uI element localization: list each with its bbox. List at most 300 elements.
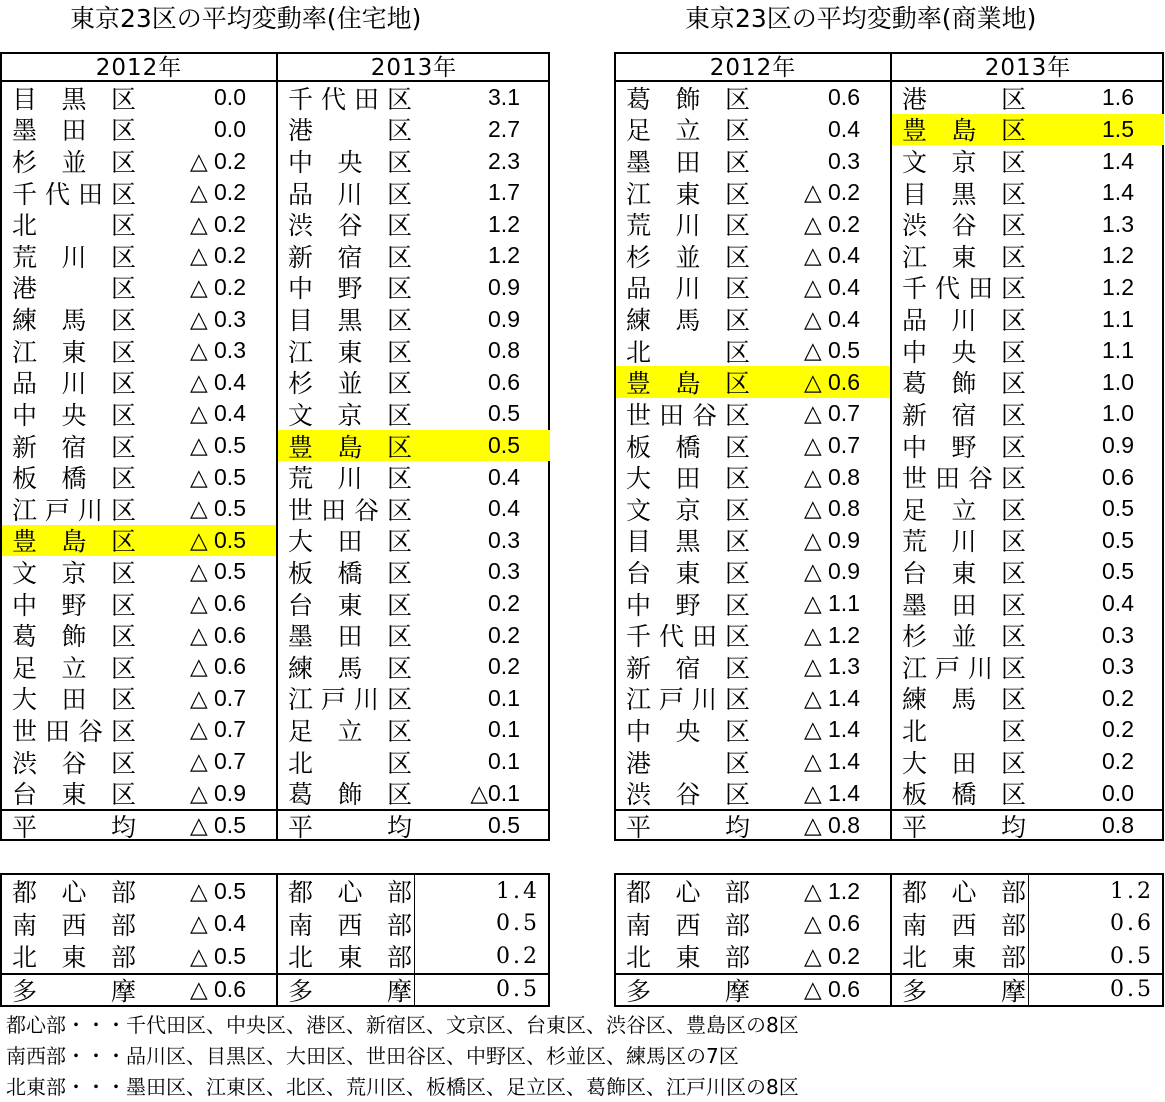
change-rate-value: 1.7	[488, 179, 520, 206]
table-row	[278, 430, 550, 462]
ward-name: 足 立 区	[901, 495, 1026, 525]
ward-name: 中 央 区	[901, 337, 1026, 367]
change-rate-value: △ 0.2	[189, 210, 246, 237]
average-value: 0.5	[488, 812, 520, 839]
residential-regions-2013	[276, 875, 550, 1005]
change-rate-value: △ 1.3	[803, 653, 860, 680]
ward-name: 江 東 区	[901, 242, 1026, 272]
ward-name: 大 田 区	[11, 685, 136, 715]
table-row	[2, 493, 276, 525]
table-row	[2, 114, 276, 146]
table-row	[616, 683, 890, 715]
ward-name: 杉 並 区	[287, 369, 412, 399]
table-row	[892, 777, 1164, 809]
ward-name: 江 戸 川 区	[901, 653, 1026, 683]
ward-name: 文 京 区	[625, 495, 750, 525]
change-rate-value: △ 0.8	[803, 463, 860, 490]
table-row	[892, 366, 1164, 398]
change-rate-value: 0.3	[1102, 621, 1134, 648]
table-row	[2, 335, 276, 367]
ward-name: 葛 飾 区	[901, 369, 1026, 399]
region-name: 多 摩	[11, 976, 136, 1006]
column-header-2013: 2013年	[892, 54, 1164, 82]
commercial-regions-2013	[890, 875, 1164, 1005]
change-rate-value: 1.4	[1102, 147, 1134, 174]
region-name: 南 西 部	[11, 910, 136, 940]
change-rate-value: △ 0.6	[189, 590, 246, 617]
table-row	[2, 430, 276, 462]
table-row	[2, 303, 276, 335]
region-row	[2, 940, 276, 973]
ward-name: 新 宿 区	[11, 432, 136, 462]
region-name: 都 心 部	[625, 878, 750, 908]
ward-name: 文 京 区	[287, 400, 412, 430]
ward-name: 台 東 区	[625, 558, 750, 588]
table-row	[278, 556, 550, 588]
change-rate-value: △ 0.8	[803, 495, 860, 522]
ward-name: 中 野 区	[287, 274, 412, 304]
region-value: 0.2	[496, 943, 540, 969]
change-rate-value: 0.4	[1102, 590, 1134, 617]
ward-name: 世 田 谷 区	[11, 717, 136, 746]
table-row	[892, 398, 1164, 430]
ward-name: 港 区	[625, 748, 750, 778]
region-name: 多 摩	[287, 976, 412, 1006]
table-row	[892, 493, 1164, 525]
table-row	[616, 619, 890, 651]
ward-name: 港 区	[901, 84, 1026, 114]
change-rate-value: △ 1.4	[803, 779, 860, 806]
change-rate-value: 1.0	[1102, 400, 1134, 427]
region-row	[616, 908, 890, 941]
change-rate-value: △ 0.9	[803, 526, 860, 553]
table-row	[616, 777, 890, 809]
ward-name: 台 東 区	[11, 780, 136, 810]
ward-name: 世 田 谷 区	[901, 464, 1026, 494]
table-row	[2, 82, 276, 114]
change-rate-value: 2.3	[488, 147, 520, 174]
change-rate-value: 0.4	[828, 115, 860, 142]
ward-name: 世 田 谷 区	[287, 495, 412, 525]
ward-name: 港 区	[287, 116, 412, 146]
region-value: 0.5	[1110, 943, 1154, 969]
note-toshin: 都心部・・・千代田区、中央区、港区、新宿区、文京区、台東区、渋谷区、豊島区の8区	[6, 1013, 799, 1037]
region-value: 0.5	[496, 977, 540, 1003]
table-row	[278, 746, 550, 778]
ward-name: 北 区	[287, 748, 412, 778]
table-row	[616, 177, 890, 209]
change-rate-value: 1.2	[488, 210, 520, 237]
ward-name: 葛 飾 区	[287, 780, 412, 810]
region-row	[616, 973, 890, 1006]
region-value: △ 0.6	[803, 976, 860, 1003]
ward-name: 荒 川 区	[625, 211, 750, 241]
table-row	[2, 145, 276, 177]
change-rate-value: 0.5	[488, 400, 520, 427]
ward-name: 墨 田 区	[287, 622, 412, 652]
ward-name: 中 野 区	[625, 590, 750, 620]
ward-name: 北 区	[11, 211, 136, 241]
change-rate-value: 0.5	[488, 432, 520, 458]
ward-name: 渋 谷 区	[901, 211, 1026, 241]
ward-name: 練 馬 区	[11, 306, 136, 336]
change-rate-value: 0.9	[1102, 432, 1134, 458]
change-rate-value: △ 0.2	[803, 179, 860, 206]
table-row	[892, 619, 1164, 651]
change-rate-value: △ 0.7	[803, 432, 860, 458]
ward-name: 千 代 田 区	[11, 179, 136, 209]
change-rate-value: 0.6	[1102, 463, 1134, 490]
table-row	[616, 82, 890, 114]
change-rate-value: 0.6	[828, 84, 860, 111]
table-row	[2, 398, 276, 430]
change-rate-value: △ 1.4	[803, 716, 860, 743]
note-hokuto: 北東部・・・墨田区、江東区、北区、荒川区、板橋区、足立区、葛飾区、江戸川区の8区	[6, 1075, 799, 1099]
region-row	[2, 908, 276, 941]
change-rate-value: 0.1	[488, 716, 520, 743]
change-rate-value: △ 0.6	[803, 368, 860, 395]
change-rate-value: 0.9	[488, 273, 520, 300]
ward-name: 板 橋 区	[11, 464, 136, 494]
table-row	[616, 398, 890, 430]
average-value: △ 0.5	[189, 812, 246, 839]
ward-name: 葛 飾 区	[11, 622, 136, 652]
table-row	[892, 208, 1164, 240]
column-header-2012: 2012年	[616, 54, 890, 82]
table-row	[892, 145, 1164, 177]
change-rate-value: △ 0.2	[189, 179, 246, 206]
ward-name: 品 川 区	[901, 306, 1026, 336]
ward-name: 中 野 区	[901, 432, 1026, 462]
region-name: 北 東 部	[11, 943, 136, 973]
region-name: 南 西 部	[901, 910, 1026, 940]
table-row	[278, 683, 550, 715]
ward-name: 文 京 区	[11, 558, 136, 588]
ward-name: 練 馬 区	[625, 306, 750, 336]
table-row	[892, 303, 1164, 335]
column-header-2013: 2013年	[278, 54, 550, 82]
commercial-regions-2012	[616, 875, 890, 1005]
region-value: △ 0.4	[189, 910, 246, 937]
column-header-2012: 2012年	[2, 54, 276, 82]
table-row	[616, 461, 890, 493]
table-row	[2, 651, 276, 683]
change-rate-value: 1.5	[1102, 115, 1134, 142]
change-rate-value: 0.2	[488, 590, 520, 617]
region-row	[2, 875, 276, 908]
residential-regions-2012	[2, 875, 276, 1005]
change-rate-value: △ 0.5	[189, 463, 246, 490]
change-rate-value: 0.0	[1102, 779, 1134, 806]
table-row	[2, 272, 276, 304]
table-row	[616, 114, 890, 146]
ward-name: 台 東 区	[901, 558, 1026, 588]
ward-name: 中 央 区	[11, 400, 136, 430]
table-row	[2, 461, 276, 493]
change-rate-value: 1.0	[1102, 368, 1134, 395]
change-rate-value: △ 0.9	[189, 779, 246, 806]
average-label: 平 均	[901, 812, 1026, 842]
residential-2013-column	[276, 54, 550, 842]
change-rate-value: 1.2	[1102, 273, 1134, 300]
table-row	[892, 240, 1164, 272]
change-rate-value: 0.4	[488, 495, 520, 522]
change-rate-value: △ 0.7	[189, 716, 246, 743]
table-row	[2, 177, 276, 209]
table-row	[278, 525, 550, 557]
table-row	[278, 619, 550, 651]
region-value: △ 0.6	[189, 976, 246, 1003]
region-value: △ 0.6	[803, 910, 860, 937]
table-row	[616, 556, 890, 588]
ward-name: 江 戸 川 区	[625, 685, 750, 715]
change-rate-value: 0.2	[1102, 748, 1134, 775]
ward-name: 中 央 区	[625, 716, 750, 746]
table-row	[616, 525, 890, 557]
change-rate-value: △ 0.3	[189, 337, 246, 364]
ward-name: 荒 川 区	[287, 464, 412, 494]
table-row	[616, 272, 890, 304]
table-row	[616, 303, 890, 335]
ward-name: 大 田 区	[901, 748, 1026, 778]
region-name: 北 東 部	[287, 943, 412, 973]
ward-name: 葛 飾 区	[625, 84, 750, 114]
table-row	[278, 82, 550, 114]
region-name: 北 東 部	[625, 943, 750, 973]
region-name: 南 西 部	[625, 910, 750, 940]
table-row	[278, 777, 550, 809]
average-row	[278, 809, 550, 841]
ward-name: 板 橋 区	[901, 780, 1026, 810]
table-row	[278, 588, 550, 620]
residential-rates-table	[0, 52, 550, 841]
change-rate-value: △ 1.4	[803, 748, 860, 775]
table-row	[616, 145, 890, 177]
commercial-2012-column	[616, 54, 890, 842]
table-row	[616, 208, 890, 240]
table-row	[892, 335, 1164, 367]
change-rate-value: 1.2	[1102, 242, 1134, 269]
residential-2012-column	[2, 54, 276, 842]
ward-name: 千 代 田 区	[625, 622, 750, 652]
change-rate-value: 0.1	[488, 684, 520, 711]
change-rate-value: △ 0.4	[803, 242, 860, 269]
commercial-rates-table	[614, 52, 1164, 841]
change-rate-value: △ 0.7	[189, 684, 246, 711]
change-rate-value: △ 0.2	[803, 210, 860, 237]
table-row	[892, 746, 1164, 778]
table-row	[2, 208, 276, 240]
change-rate-value: 0.3	[828, 147, 860, 174]
table-row	[892, 430, 1164, 462]
table-row	[892, 525, 1164, 557]
ward-name: 江 戸 川 区	[11, 495, 136, 525]
change-rate-value: △ 0.4	[803, 305, 860, 332]
ward-name: 新 宿 区	[287, 242, 412, 272]
change-rate-value: 0.0	[214, 84, 246, 111]
change-rate-value: △ 0.9	[803, 558, 860, 585]
ward-name: 豊 島 区	[287, 432, 412, 462]
change-rate-value: 0.9	[488, 305, 520, 332]
table-row	[616, 335, 890, 367]
table-row	[278, 398, 550, 430]
ward-name: 江 東 区	[11, 337, 136, 367]
ward-name: 品 川 区	[625, 274, 750, 304]
table-row	[892, 82, 1164, 114]
ward-name: 荒 川 区	[901, 527, 1026, 557]
table-row	[892, 272, 1164, 304]
region-value: 1.4	[496, 878, 540, 904]
ward-name: 足 立 区	[11, 653, 136, 683]
table-row	[892, 177, 1164, 209]
ward-name: 杉 並 区	[625, 242, 750, 272]
ward-name: 足 立 区	[287, 716, 412, 746]
table-row	[616, 430, 890, 462]
ward-name: 墨 田 区	[901, 590, 1026, 620]
table-row	[278, 240, 550, 272]
ward-name: 渋 谷 区	[625, 780, 750, 810]
table-row	[278, 493, 550, 525]
table-row	[616, 651, 890, 683]
residential-table-title: 東京23区の平均変動率(住宅地)	[70, 4, 422, 33]
table-row	[892, 651, 1164, 683]
change-rate-value: 0.4	[488, 463, 520, 490]
change-rate-value: △ 1.2	[803, 621, 860, 648]
average-row	[892, 809, 1164, 841]
ward-name: 台 東 区	[287, 590, 412, 620]
change-rate-value: △ 0.5	[189, 432, 246, 458]
table-row	[278, 114, 550, 146]
note-nansei: 南西部・・・品川区、目黒区、大田区、世田谷区、中野区、杉並区、練馬区の7区	[6, 1044, 739, 1068]
ward-name: 港 区	[11, 274, 136, 304]
table-row	[616, 588, 890, 620]
ward-name: 目 黒 区	[625, 527, 750, 557]
ward-name: 墨 田 区	[625, 148, 750, 178]
table-row	[616, 240, 890, 272]
table-row	[616, 366, 890, 398]
region-name: 都 心 部	[11, 878, 136, 908]
change-rate-value: 2.7	[488, 115, 520, 142]
region-value: 0.5	[496, 911, 540, 937]
region-row	[616, 940, 890, 973]
commercial-2013-column	[890, 54, 1164, 842]
region-row	[892, 940, 1164, 973]
change-rate-value: 1.1	[1102, 305, 1134, 332]
change-rate-value: △ 0.3	[189, 305, 246, 332]
table-row	[278, 303, 550, 335]
region-value: 0.6	[1110, 911, 1154, 937]
table-row	[892, 114, 1164, 146]
ward-name: 練 馬 区	[901, 685, 1026, 715]
ward-name: 中 央 区	[287, 148, 412, 178]
table-row	[2, 619, 276, 651]
table-row	[892, 714, 1164, 746]
ward-name: 江 東 区	[625, 179, 750, 209]
change-rate-value: △ 0.5	[189, 495, 246, 522]
ward-name: 荒 川 区	[11, 242, 136, 272]
region-value: 1.2	[1110, 878, 1154, 904]
ward-name: 墨 田 区	[11, 116, 136, 146]
change-rate-value: 1.6	[1102, 84, 1134, 111]
change-rate-value: 0.2	[488, 621, 520, 648]
table-row	[278, 651, 550, 683]
region-row	[278, 973, 550, 1006]
change-rate-value: △ 0.6	[189, 621, 246, 648]
ward-name: 板 橋 区	[625, 432, 750, 462]
change-rate-value: △ 1.1	[803, 590, 860, 617]
table-row	[616, 493, 890, 525]
change-rate-value: 0.5	[1102, 495, 1134, 522]
ward-name: 新 宿 区	[625, 653, 750, 683]
ward-name: 千 代 田 区	[901, 274, 1026, 304]
region-name: 都 心 部	[901, 878, 1026, 908]
change-rate-value: △ 0.2	[189, 242, 246, 269]
average-row	[616, 809, 890, 841]
region-value: △ 1.2	[803, 877, 860, 904]
ward-name: 新 宿 区	[901, 400, 1026, 430]
table-row	[278, 714, 550, 746]
table-row	[892, 683, 1164, 715]
change-rate-value: △ 0.5	[189, 558, 246, 585]
region-row	[892, 875, 1164, 908]
change-rate-value: △ 0.5	[189, 526, 246, 553]
region-row	[616, 875, 890, 908]
table-row	[2, 777, 276, 809]
change-rate-value: 0.5	[1102, 526, 1134, 553]
change-rate-value: 0.6	[488, 368, 520, 395]
table-row	[892, 461, 1164, 493]
table-row	[278, 145, 550, 177]
region-row	[892, 973, 1164, 1006]
change-rate-value: △ 0.4	[189, 400, 246, 427]
region-name: 南 西 部	[287, 910, 412, 940]
ward-name: 杉 並 区	[901, 622, 1026, 652]
table-row	[2, 240, 276, 272]
table-row	[278, 461, 550, 493]
commercial-regions-table	[614, 873, 1164, 1007]
change-rate-value: 1.3	[1102, 210, 1134, 237]
residential-regions-table	[0, 873, 550, 1007]
change-rate-value: △ 0.6	[189, 653, 246, 680]
change-rate-value: △ 0.7	[803, 400, 860, 427]
change-rate-value: △0.1	[470, 779, 520, 806]
table-row	[616, 714, 890, 746]
change-rate-value: △ 0.5	[803, 337, 860, 364]
region-name: 北 東 部	[901, 943, 1026, 973]
ward-name: 目 黒 区	[901, 179, 1026, 209]
ward-name: 北 区	[901, 716, 1026, 746]
ward-name: 渋 谷 区	[287, 211, 412, 241]
change-rate-value: △ 1.4	[803, 684, 860, 711]
change-rate-value: 0.1	[488, 748, 520, 775]
region-name: 都 心 部	[287, 878, 412, 908]
ward-name: 杉 並 区	[11, 148, 136, 178]
change-rate-value: 1.1	[1102, 337, 1134, 364]
region-name: 多 摩	[625, 976, 750, 1006]
commercial-table-title: 東京23区の平均変動率(商業地)	[685, 4, 1037, 33]
ward-name: 品 川 区	[287, 179, 412, 209]
ward-name: 大 田 区	[287, 527, 412, 557]
ward-name: 江 東 区	[287, 337, 412, 367]
table-row	[2, 556, 276, 588]
ward-name: 千 代 田 区	[287, 84, 412, 114]
region-value: △ 0.5	[189, 942, 246, 969]
region-row	[278, 940, 550, 973]
table-row	[278, 177, 550, 209]
change-rate-value: 0.3	[488, 558, 520, 585]
region-value: 0.5	[1110, 977, 1154, 1003]
region-row	[2, 973, 276, 1006]
